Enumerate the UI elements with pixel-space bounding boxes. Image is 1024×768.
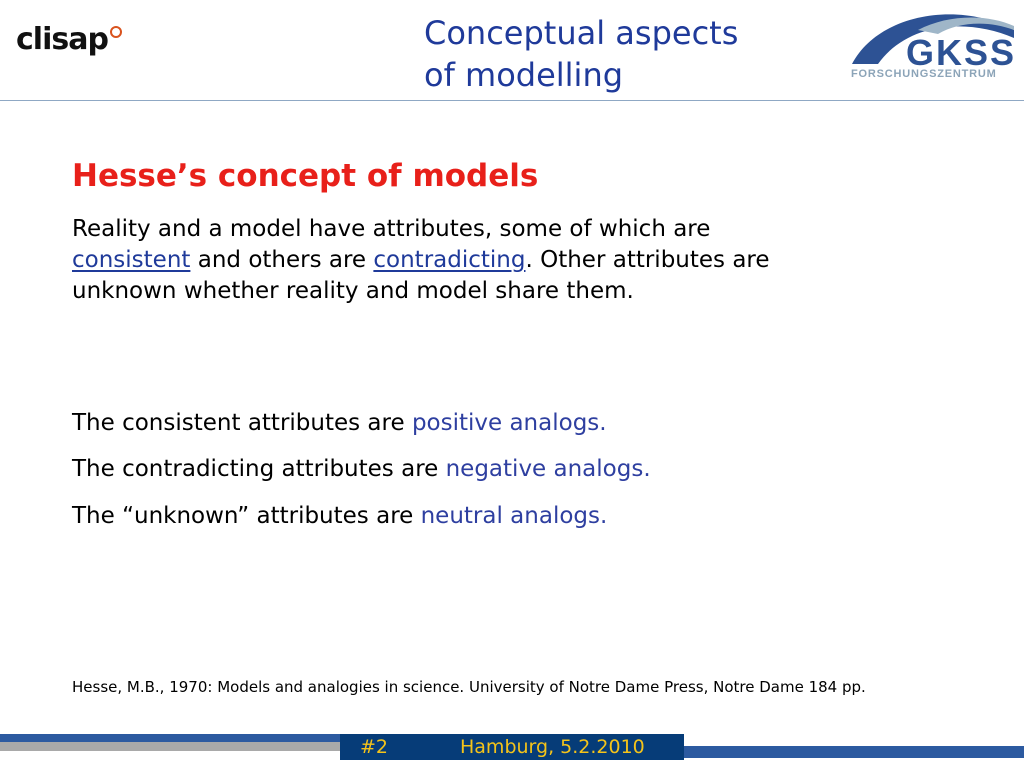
logo-ring-icon: [110, 26, 122, 38]
consistent-term: consistent: [72, 247, 191, 273]
slide-title: [424, 12, 738, 96]
analog-line-positive: [72, 410, 607, 436]
gkss-logo: [848, 4, 1018, 84]
analog-line-prefix: The contradicting attributes are: [72, 456, 446, 482]
analog-line-prefix: The consistent attributes are: [72, 410, 412, 436]
reference-citation: Hesse, M.B., 1970: Models and analogies in science. University of Notre Dame Press, Notre Dame 184 pp.: [72, 678, 866, 696]
para-text-2: and others are: [190, 247, 374, 273]
contradicting-term: contradicting: [373, 247, 526, 273]
header-divider: [0, 100, 1024, 101]
gkss-logo-subtitle: FORSCHUNGSZENTRUM: [851, 68, 997, 80]
footer-place-date: Hamburg, 5.2.2010: [460, 736, 645, 758]
section-heading: Hesse’s concept of models: [72, 158, 539, 194]
slide-title-line2: of modelling: [424, 56, 624, 94]
analog-line-highlight: neutral analogs.: [420, 503, 608, 529]
intro-paragraph: [72, 214, 832, 307]
slide-title-line1: Conceptual aspects: [424, 14, 739, 52]
analog-line-highlight: negative analogs.: [445, 456, 651, 482]
clisap-logo-text: clisap: [16, 22, 108, 57]
slide-number: #2: [360, 736, 389, 758]
analog-line-prefix: The “unknown” attributes are: [72, 503, 421, 529]
analog-line-highlight: positive analogs.: [411, 410, 607, 436]
footer-bar-right: [684, 746, 1024, 758]
footer-bar-left: [0, 734, 340, 760]
gkss-logo-word: GKSS: [906, 32, 1017, 73]
clisap-logo: [16, 22, 122, 57]
analog-line-negative: [72, 456, 651, 482]
analog-line-neutral: [72, 503, 607, 529]
para-text-3: . Other attributes are unknown whether reality and model share them.: [72, 247, 770, 304]
para-text-1: Reality and a model have attributes, some of which are: [72, 216, 711, 242]
